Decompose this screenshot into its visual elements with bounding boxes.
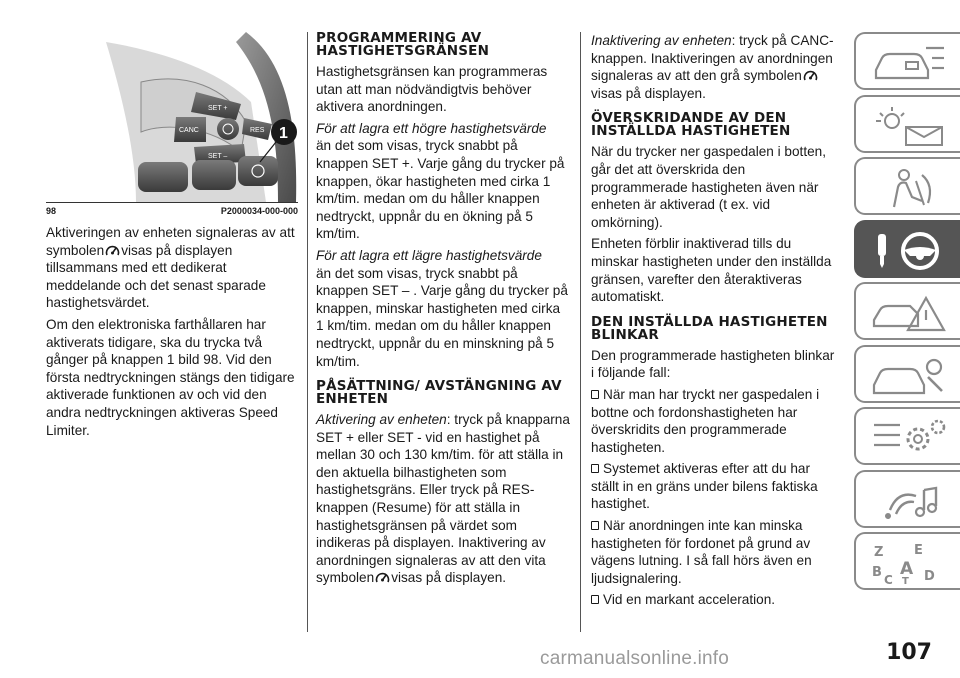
index-letter: B — [872, 565, 882, 580]
bullet-icon — [591, 390, 599, 399]
paragraph — [591, 32, 839, 102]
steering-wheel-figure — [46, 32, 298, 203]
text: visas på displayen. — [391, 570, 507, 586]
chapter-tabs — [854, 32, 960, 595]
label-set-plus: SET + — [208, 105, 228, 112]
watermark: carmanualsonline.info — [540, 648, 730, 669]
figure-caption — [46, 206, 298, 216]
paragraph: När du trycker ner gaspedalen i botten, går det att överskrida den programmerade hastigheten även när enheten är aktiverad (t ex. vid omkörning). — [591, 144, 827, 230]
section-heading: PROGRAMMERING AV HASTIGHETSGRÄNSEN — [316, 30, 490, 59]
index-letter: A — [900, 559, 914, 579]
column-divider — [580, 32, 581, 632]
text: visas på displayen tillsammans med ett dedikerat meddelande och det senast sparade hastighetsvärdet. — [46, 242, 266, 311]
bullet-item — [591, 517, 839, 587]
steering-wheel-key-icon — [870, 230, 950, 272]
bullet-icon — [591, 464, 599, 473]
speed-limiter-icon — [375, 571, 390, 584]
label-set-minus: SET – — [208, 153, 228, 160]
tab-car-dashboard[interactable] — [854, 32, 960, 90]
index-letter: T — [902, 576, 909, 584]
emergency-breakdown-icon — [870, 292, 950, 334]
paragraph: Den programmerade hastigheten blinkar i följande fall: — [591, 347, 835, 381]
text: Aktiveringen av enheten signaleras av att symbolen — [46, 225, 295, 258]
paragraph: Hastighetsgränsen kan programmeras utan att man nödvändigtvis behöver aktivera anordningen. — [316, 64, 548, 115]
label-canc: CANC — [179, 127, 199, 134]
tab-maintenance[interactable] — [854, 345, 960, 403]
column-divider — [307, 32, 308, 632]
figure-number: 98 — [46, 206, 57, 216]
paragraph: än det som visas, tryck snabbt på knappen SET – . Varje gång du trycker på knappen, minskar hastigheten med cirka 1 km/tim. medan om du håller knappen nedtryckt, uppnår du en minskning på 5 km/tim. — [316, 265, 568, 369]
section-heading: ÖVERSKRIDANDE AV DEN INSTÄLLDA HASTIGHETEN — [591, 110, 791, 140]
tab-multimedia[interactable] — [854, 470, 960, 528]
bullet-icon — [591, 521, 599, 530]
index-letter: D — [924, 569, 935, 584]
index-letter: Z — [874, 545, 884, 560]
alphabet-index-icon — [870, 542, 950, 584]
tab-starting-driving[interactable] — [854, 220, 960, 278]
warning-light-icon — [870, 105, 950, 147]
paragraph: Enheten förblir inaktiverad tills du minskar hastigheten under den inställda gränsen, varefter den återaktiveras automatiskt. — [591, 236, 832, 305]
maintenance-car-icon — [870, 355, 950, 397]
tab-index[interactable] — [854, 532, 960, 590]
tab-emergency[interactable] — [854, 282, 960, 340]
speed-limiter-icon — [803, 69, 818, 82]
paragraph: än det som visas, tryck snabbt på knappen SET +. Varje gång du trycker på knappen, ökar hastigheten med cirka 1 km/tim. medan om du håller knappen nedtryckt, uppnår du en ökning på 5 km/tim. — [316, 138, 565, 242]
column-1 — [46, 32, 298, 443]
page-number: 107 — [886, 640, 932, 665]
text: Vid en markant acceleration. — [603, 592, 776, 608]
gears-icon — [870, 417, 950, 459]
index-letter: E — [914, 543, 923, 558]
bullet-icon — [591, 595, 599, 604]
paragraph — [316, 411, 570, 587]
tab-warning-lights[interactable] — [854, 95, 960, 153]
bullet-item — [591, 591, 839, 609]
text: visas på displayen. — [591, 85, 706, 101]
speed-limiter-icon — [105, 244, 120, 257]
text: När anordningen inte kan minska hastigheten för fordonet på grund av vägens lutning. I så fall hörs även en ljudsignalering. — [591, 518, 812, 586]
callout-number: 1 — [279, 125, 288, 142]
car-info-icon — [870, 42, 950, 84]
paragraph — [46, 224, 298, 312]
text: Systemet aktiveras efter att du har ställt in en gräns under bilens faktiska hastighet. — [591, 461, 818, 512]
bullet-item — [591, 386, 839, 456]
section-heading: PÅSÄTTNING/ AVSTÄNGNING AV ENHETEN — [316, 378, 562, 408]
paragraph: Om den elektroniska farthållaren har aktiverats tidigare, ska du trycka två gånger på knappen 1 bild 98. Vid den första nedtryckningen stängs den tidigare aktiverade funktionen av och vid den andra nedtryckningen aktiveras Speed Limiter. — [46, 316, 295, 438]
paragraph: För att lagra ett högre hastighetsvärde — [316, 120, 547, 136]
italic-text: Inaktivering av enheten — [591, 33, 732, 48]
safety-airbag-icon — [870, 167, 950, 209]
column-3 — [591, 32, 839, 613]
tab-safety[interactable] — [854, 157, 960, 215]
multimedia-icon — [870, 480, 950, 522]
bullet-item — [591, 460, 839, 513]
text: : tryck på knapparna SET + eller SET - vid en hastighet på mellan 30 och 130 km/tim. för att ställa in den aktuella bilhastigheten som hastighetsgräns. Eller tryck på RES-knappen (Resume) för att ställa in hastighetsgränsen på värdet som indikeras på displayen. Inaktivering av anordningen signaleras av att den vita symbolen — [316, 412, 570, 586]
text: När man har tryckt ner gaspedalen i bottne och fordonshastigheten har överskridits den programmerade hastigheten. — [591, 386, 820, 455]
index-letter: C — [884, 573, 893, 584]
column-2 — [316, 32, 570, 591]
paragraph: För att lagra ett lägre hastighetsvärde — [316, 247, 542, 263]
figure-code: P2000034-000-000 — [220, 206, 298, 216]
section-heading: DEN INSTÄLLDA HASTIGHETEN BLINKAR — [591, 313, 828, 343]
text: : tryck på CANC-knappen. Inaktiveringen av anordningen signaleras av att den grå symbolen — [591, 33, 834, 84]
italic-text: Aktivering av enheten — [316, 412, 447, 428]
steering-wheel-illustration — [46, 32, 298, 202]
tab-technical-data[interactable] — [854, 407, 960, 465]
label-res: RES — [250, 127, 265, 134]
